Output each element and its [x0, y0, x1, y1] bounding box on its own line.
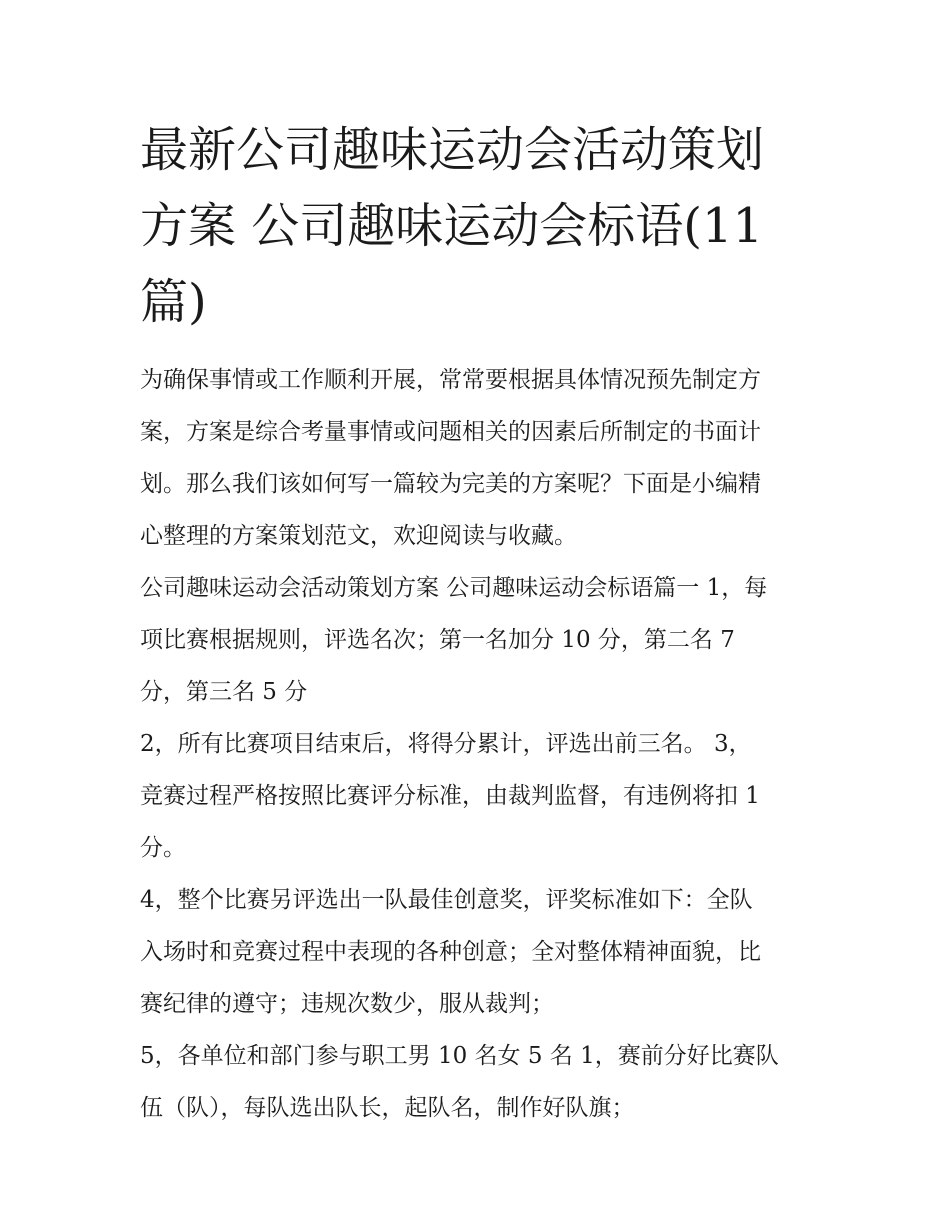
- title-line: 方案 公司趣味运动会标语(11: [140, 198, 764, 254]
- body-line: 分。: [140, 835, 186, 861]
- body-line: 为确保事情或工作顺利开展，常常要根据具体情况预先制定方: [140, 367, 761, 393]
- body-line: 2，所有比赛项目结束后，将得分累计，评选出前三名。 3，: [140, 731, 752, 757]
- body-line: 入场时和竞赛过程中表现的各种创意；全对整体精神面貌，比: [140, 939, 761, 965]
- body-line: 4，整个比赛另评选出一队最佳创意奖，评奖标准如下：全队: [140, 887, 753, 913]
- title-line: 篇): [140, 274, 207, 330]
- body-line: 公司趣味运动会活动策划方案 公司趣味运动会标语篇一 1，每: [140, 575, 768, 601]
- body-line: 心整理的方案策划范文，欢迎阅读与收藏。: [140, 523, 577, 549]
- body-line: 案，方案是综合考量事情或问题相关的因素后所制定的书面计: [140, 419, 761, 445]
- document-title: [140, 112, 820, 340]
- body-line: 5，各单位和部门参与职工男 10 名女 5 名 1，赛前分好比赛队: [140, 1043, 779, 1069]
- body-line: 分，第三名 5 分: [140, 679, 308, 705]
- body-line: 伍（队），每队选出队长，起队名，制作好队旗；: [140, 1095, 635, 1121]
- document-body: [140, 354, 820, 1134]
- body-line: 项比赛根据规则，评选名次；第一名加分 10 分，第二名 7: [140, 627, 735, 653]
- title-line: 最新公司趣味运动会活动策划: [140, 122, 765, 178]
- body-line: 竞赛过程严格按照比赛评分标准，由裁判监督，有违例将扣 1: [140, 783, 760, 809]
- body-line: 划。那么我们该如何写一篇较为完美的方案呢？下面是小编精: [140, 471, 761, 497]
- body-line: 赛纪律的遵守；违规次数少，服从裁判；: [140, 991, 554, 1017]
